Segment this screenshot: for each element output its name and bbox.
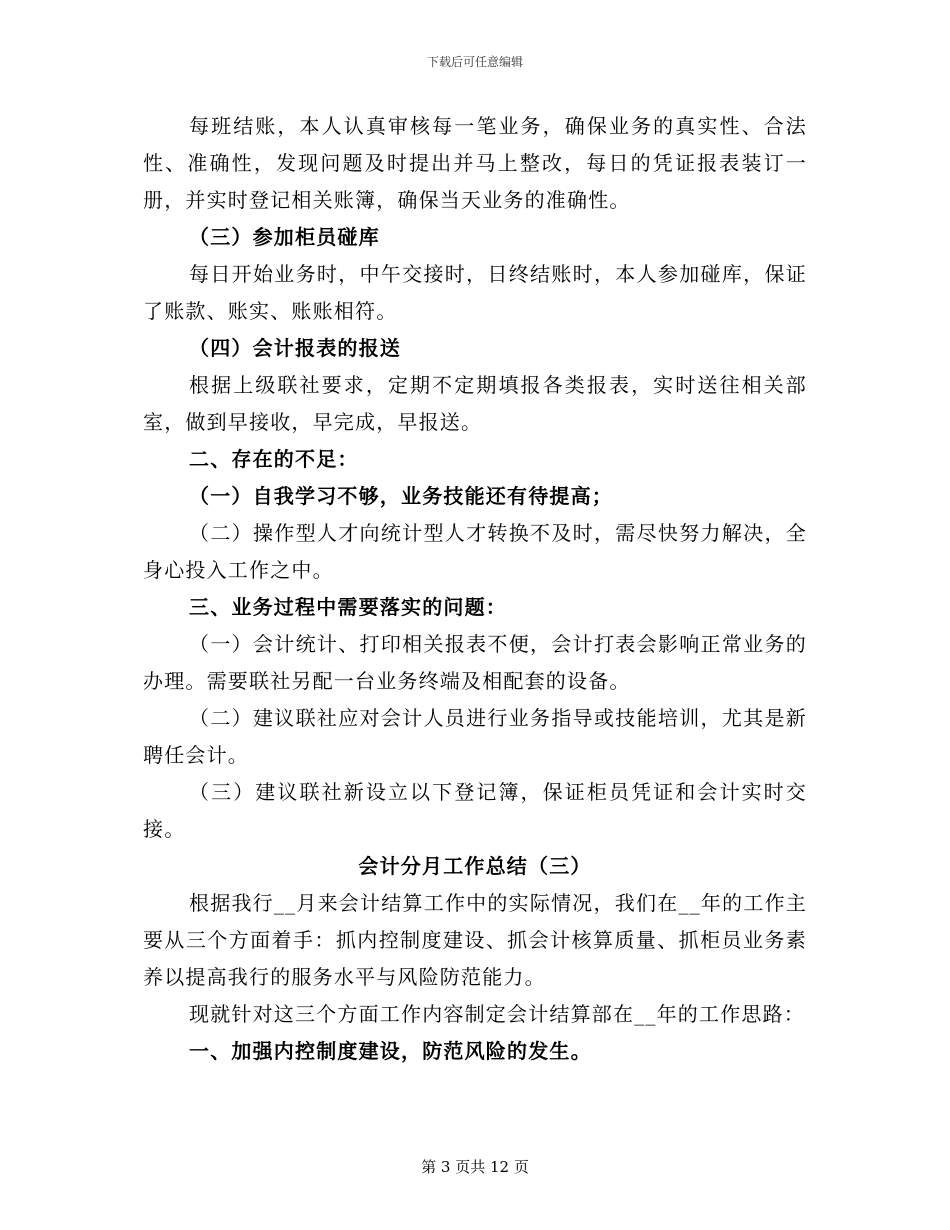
section-heading-issues: 三、业务过程中需要落实的问题：: [189, 595, 507, 619]
paragraph-settlement: 每班结账，本人认真审核每一笔业务，确保业务的真实性、合法性、准确性，发现问题及时提出并马上整改，每日的凭证报表装订一册，并实时登记相关账簿，确保当天业务的准确性。: [143, 114, 807, 212]
shortcoming-item-2: （二）操作型人才向统计型人才转换不及时，需尽快努力解决，全身心投入工作之中。: [143, 521, 807, 582]
issue-item-3: （三）建议联社新设立以下登记簿，保证柜员凭证和会计实时交接。: [143, 780, 807, 841]
shortcoming-item-1: （一）自我学习不够，业务技能还有待提高；: [189, 484, 613, 508]
document-body: [143, 108, 807, 1070]
issue-item-2: （二）建议联社应对会计人员进行业务指导或技能培训，尤其是新聘任会计。: [143, 706, 807, 767]
paragraph-intro: 根据我行__月来会计结算工作中的实际情况，我们在__年的工作主要从三个方面着手：抓内控制度建设、抓会计核算质量、抓柜员业务素养以提高我行的服务水平与风险防范能力。: [143, 891, 807, 989]
document-title: 会计分月工作总结（三）: [358, 854, 592, 878]
section-heading-vault-check: （三）参加柜员碰库: [189, 225, 380, 249]
page-header-note: 下载后可任意编辑: [426, 55, 523, 69]
paragraph-vault-check: 每日开始业务时，中午交接时，日终结账时，本人参加碰库，保证了账款、账实、账账相符。: [143, 262, 807, 323]
section-heading-shortcomings: 二、存在的不足：: [189, 447, 359, 471]
paragraph-work-plan: 现就针对这三个方面工作内容制定会计结算部在__年的工作思路：: [189, 1002, 805, 1026]
section-heading-internal-control: 一、加强内控制度建设，防范风险的发生。: [189, 1039, 592, 1063]
page-number: 第 3 页共 12 页: [421, 1158, 529, 1176]
paragraph-report-submission: 根据上级联社要求，定期不定期填报各类报表，实时送往相关部室，做到早接收，早完成，早报送。: [143, 373, 807, 434]
issue-item-1: （一）会计统计、打印相关报表不便，会计打表会影响正常业务的办理。需要联社另配一台业务终端及相配套的设备。: [143, 632, 807, 693]
section-heading-report-submission: （四）会计报表的报送: [189, 336, 401, 360]
